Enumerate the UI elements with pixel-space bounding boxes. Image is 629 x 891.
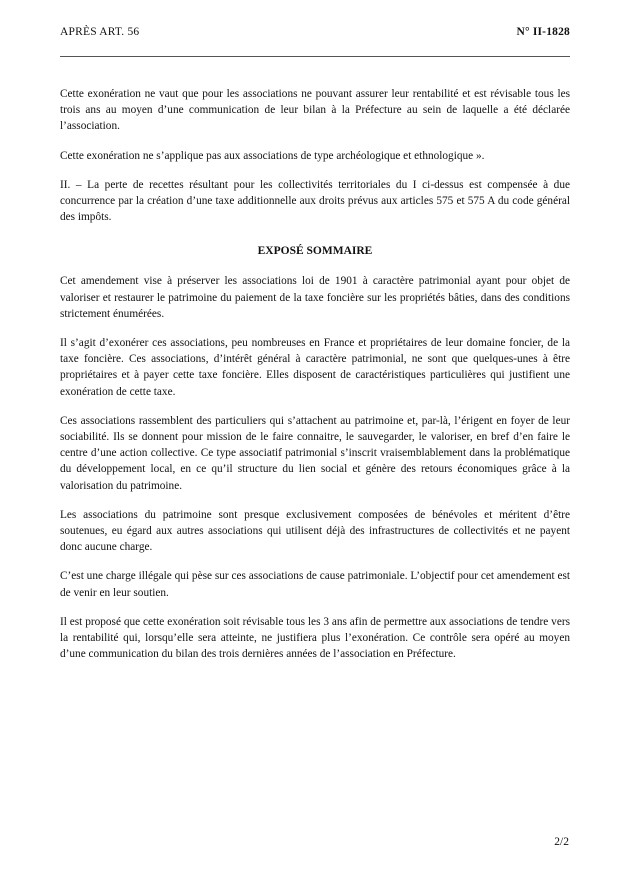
section-title: EXPOSÉ SOMMAIRE xyxy=(257,245,373,258)
article-reference: APRÈS ART. 56 xyxy=(60,26,140,38)
page-header xyxy=(60,26,570,42)
body-paragraph: Cette exonération ne s’applique pas aux associations de type archéologique et ethnologique ». xyxy=(60,149,485,162)
document-body xyxy=(60,86,570,675)
summary-paragraph: Cet amendement vise à préserver les associations loi de 1901 à caractère patrimonial ayant pour objet de valoriser et restaurer le patrimoine du paiement de la taxe foncière sur les propriétés bâties, dans des conditions strictement énumérées. xyxy=(60,275,570,320)
summary-paragraph: Ces associations rassemblent des particuliers qui s’attachent au patrimoine et, par-là, l’érigent en foyer de leur sociabilité. Ils se donnent pour mission de le faire connaitre, le sauvegarder, le valoriser, en bref d’en faire le centre d’une action collective. Ce type associatif patrimonial s’inscrit vraisemblablement dans la problématique du développement local, en ce qu’il structure du lien social et génère des retours économiques grâce à la valorisation du patrimoine. xyxy=(60,414,570,492)
amendment-number: N° II-1828 xyxy=(516,26,570,38)
page-number: 2/2 xyxy=(554,836,569,848)
summary-paragraph: C’est une charge illégale qui pèse sur ces associations de cause patrimoniale. L’objectif pour cet amendement est de venir en leur soutien. xyxy=(60,570,570,599)
body-paragraph: II. – La perte de recettes résultant pour les collectivités territoriales du I ci-dessus est compensée à due concurrence par la création d’une taxe additionnelle aux droits prévus aux articles 575 et 575 A du code général des impôts. xyxy=(60,178,570,224)
header-divider xyxy=(60,56,570,57)
body-paragraph: Cette exonération ne vaut que pour les associations ne pouvant assurer leur rentabilité et est révisable tous les trois ans au moyen d’une communication de leur bilan à la Préfecture au sein de laquelle a été déclarée l’association. xyxy=(60,88,570,133)
summary-paragraph: Il est proposé que cette exonération soit révisable tous les 3 ans afin de permettre aux associations de tendre vers la rentabilité qui, lorsqu’elle sera atteinte, ne justifiera plus l’exonération. Ce contrôle sera opéré au moyen d’une communication du bilan des trois dernières années de l’association en Préfecture. xyxy=(60,615,570,661)
summary-paragraph: Les associations du patrimoine sont presque exclusivement composées de bénévoles et méritent d’être soutenues, eu égard aux autres associations qui utilisent déjà des infrastructures de collectivités et ne payent donc aucune charge. xyxy=(60,508,570,554)
summary-paragraph: Il s’agit d’exonérer ces associations, peu nombreuses en France et propriétaires de leur domaine foncier, de la taxe foncière. Ces associations, d’intérêt général à caractère patrimonial, ne sont que quelques-unes à être propriétaires et à payer cette taxe foncière. Elles disposent de caractéristiques particulières qui justifient une exonération de cette taxe. xyxy=(60,337,570,398)
